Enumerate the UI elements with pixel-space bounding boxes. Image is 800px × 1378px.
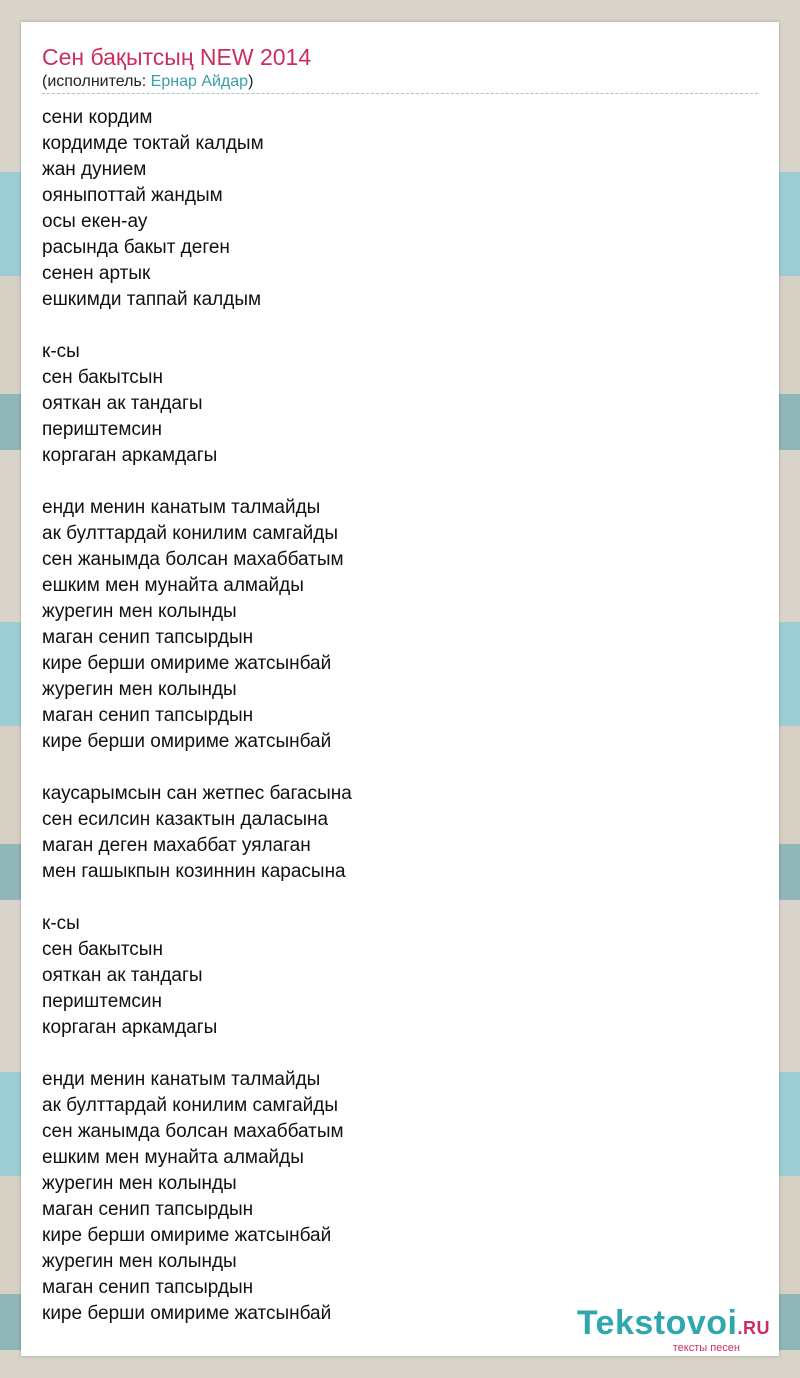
lyric-line: ешким мен мунайта алмайды xyxy=(42,575,304,596)
lyric-line: сен жанымда болсан махаббатым xyxy=(42,549,344,570)
lyric-line: ешким мен мунайта алмайды xyxy=(42,1147,304,1168)
performer-prefix: (исполнитель: xyxy=(42,73,151,90)
lyric-line: периштемсин xyxy=(42,419,163,440)
lyrics-card xyxy=(21,22,779,1356)
site-logo[interactable] xyxy=(577,1305,770,1354)
lyric-line: енди менин канатым талмайды xyxy=(42,1069,321,1090)
lyric-line: к-сы xyxy=(42,341,80,362)
lyric-line: кордимде токтай калдым xyxy=(42,133,264,154)
lyric-line: жан дунием xyxy=(42,159,147,180)
lyric-line: ояткан ак тандагы xyxy=(42,965,203,986)
lyric-line: расында бакыт деген xyxy=(42,237,230,258)
lyric-line: мен гашыкпын козиннин карасына xyxy=(42,861,346,882)
lyric-line: ояныпоттай жандым xyxy=(42,185,223,206)
lyric-line: кире берши омириме жатсынбай xyxy=(42,1225,332,1246)
lyric-line: маган деген махаббат уялаган xyxy=(42,835,311,856)
lyric-line: ак булттардай конилим самгайды xyxy=(42,523,339,544)
lyrics-text xyxy=(42,105,758,1327)
lyric-line: маган сенип тапсырдын xyxy=(42,627,254,648)
performer-line xyxy=(42,72,253,92)
lyric-line: журегин мен колынды xyxy=(42,601,237,622)
lyric-line: сен есилсин казактын даласына xyxy=(42,809,329,830)
song-title: Сен бақытсың NEW 2014 xyxy=(42,44,312,70)
logo-tld: .RU xyxy=(737,1318,770,1338)
lyric-line: ешкимди таппай калдым xyxy=(42,289,262,310)
lyric-line: периштемсин xyxy=(42,991,163,1012)
lyric-line: каусарымсын сан жетпес багасына xyxy=(42,783,352,804)
lyric-blank-line xyxy=(42,885,758,911)
lyric-line: сенен артык xyxy=(42,263,151,284)
logo-wordmark: Tekstovoi xyxy=(576,1304,738,1342)
performer-link[interactable]: Ернар Айдар xyxy=(150,73,249,90)
lyric-line: маган сенип тапсырдын xyxy=(42,705,254,726)
lyric-blank-line xyxy=(42,1041,758,1067)
lyric-line: енди менин канатым талмайды xyxy=(42,497,321,518)
lyric-line: кире берши омириме жатсынбай xyxy=(42,731,332,752)
lyric-line: ак булттардай конилим самгайды xyxy=(42,1095,339,1116)
lyric-blank-line xyxy=(42,755,758,781)
lyric-line: кире берши омириме жатсынбай xyxy=(42,1303,332,1324)
lyric-line: журегин мен колынды xyxy=(42,679,237,700)
lyric-line: журегин мен колынды xyxy=(42,1251,237,1272)
lyric-line: к-сы xyxy=(42,913,80,934)
lyric-line: коргаган аркамдагы xyxy=(42,1017,218,1038)
lyric-line: сен жанымда болсан махаббатым xyxy=(42,1121,344,1142)
lyric-line: кире берши омириме жатсынбай xyxy=(42,653,332,674)
lyric-line: осы екен-ау xyxy=(42,211,148,232)
lyric-line: ояткан ак тандагы xyxy=(42,393,203,414)
lyric-blank-line xyxy=(42,469,758,495)
lyric-line: сен бакытсын xyxy=(42,367,163,388)
lyric-line: маган сенип тапсырдын xyxy=(42,1199,254,1220)
performer-suffix: ) xyxy=(248,73,254,90)
lyric-line: журегин мен колынды xyxy=(42,1173,237,1194)
lyric-line: сени кордим xyxy=(42,107,153,128)
lyric-line: маган сенип тапсырдын xyxy=(42,1277,254,1298)
lyric-line: сен бакытсын xyxy=(42,939,163,960)
logo-tagline: тексты песен xyxy=(672,1342,740,1354)
lyric-line: коргаган аркамдагы xyxy=(42,445,218,466)
title-divider xyxy=(42,93,758,94)
lyric-blank-line xyxy=(42,313,758,339)
